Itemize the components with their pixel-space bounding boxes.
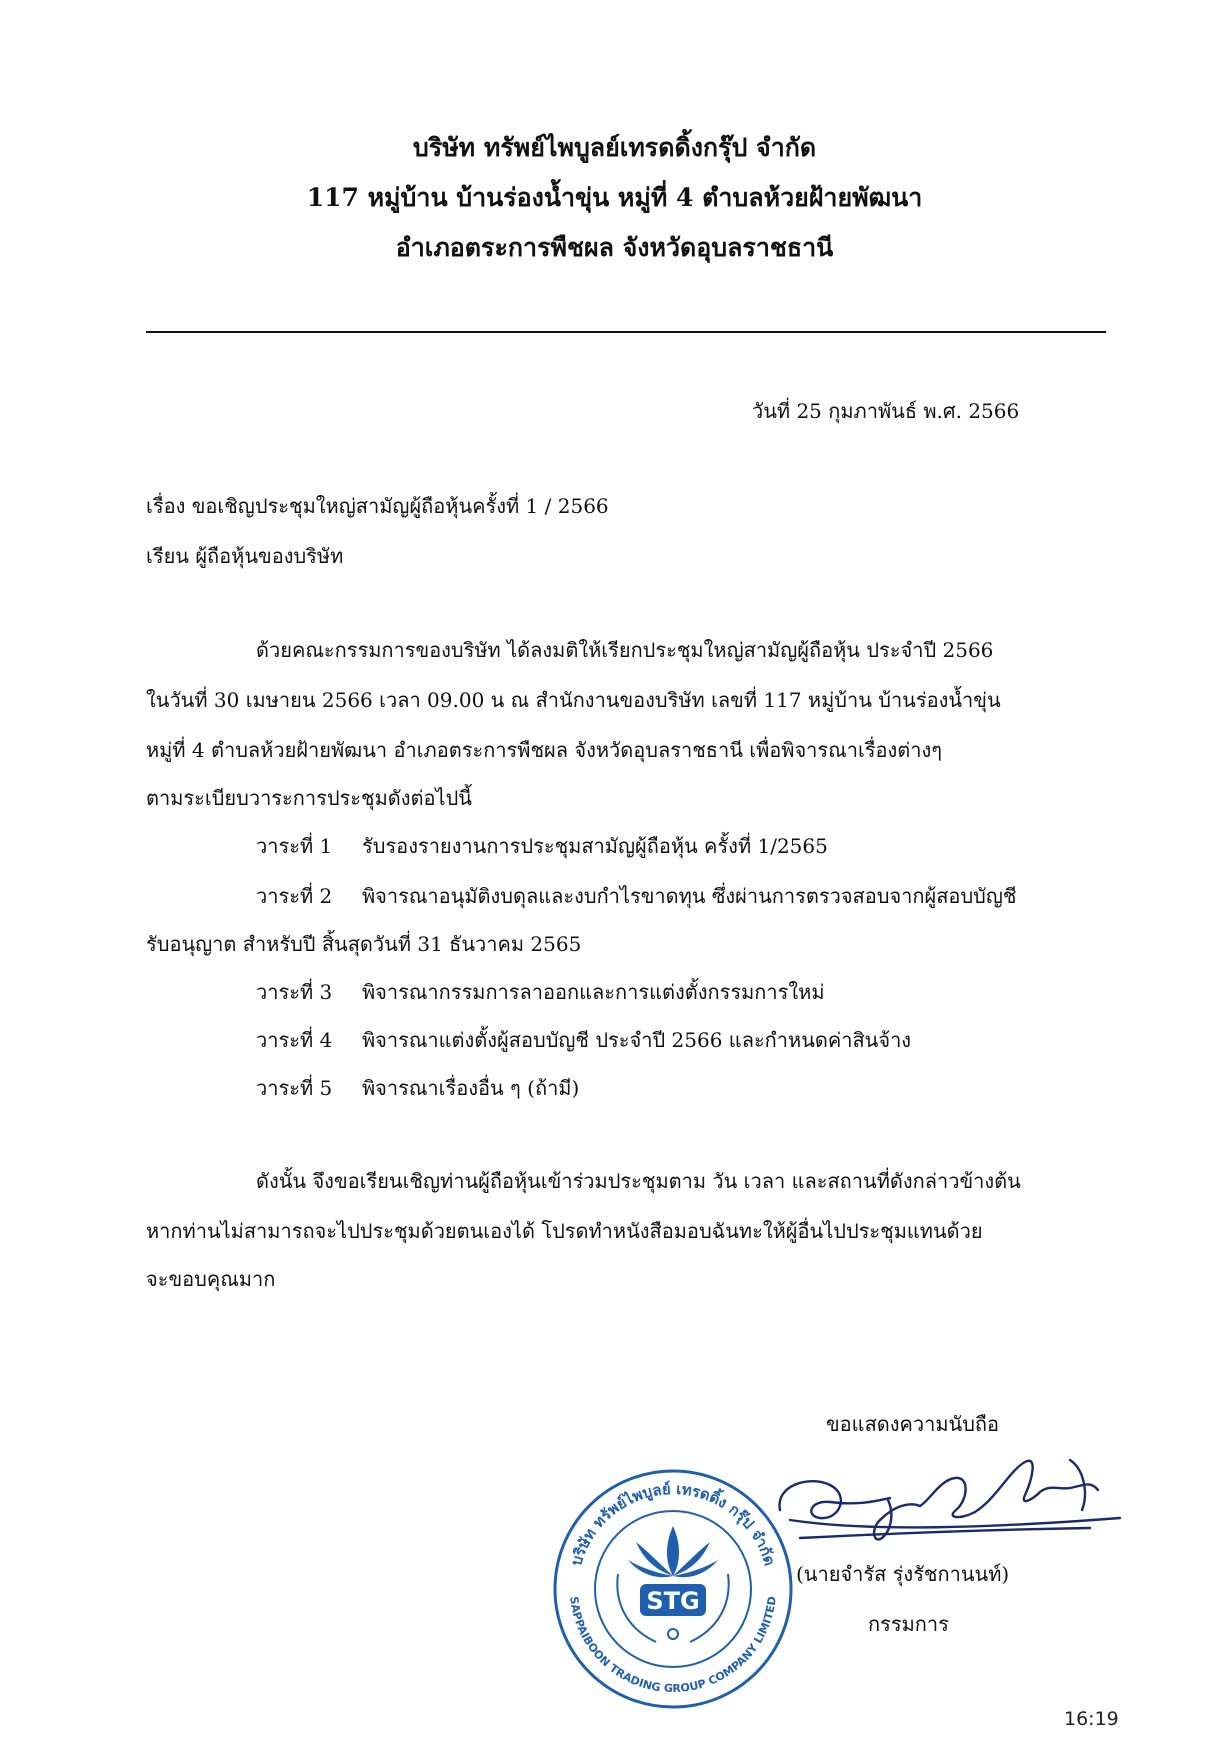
company-address-line2: อำเภอตระการพืชผล จังหวัดอุบลราชธานี — [395, 233, 834, 262]
agenda-text-continuation: รับอนุญาต สำหรับปี สิ้นสุดวันที่ 31 ธันวาคม 2565 — [146, 932, 582, 956]
closing-line: หากท่านไม่สามารถจะไปประชุมด้วยตนเองได้ โปรดทำหนังสือมอบฉันทะให้ผู้อื่นไปประชุมแทนด้วย — [146, 1219, 983, 1243]
agenda-text: พิจารณาอนุมัติงบดุลและงบกำไรขาดทุน ซึ่งผ่านการตรวจสอบจากผู้สอบบัญชี — [362, 884, 1017, 908]
stamp-leaf-icon — [628, 1526, 718, 1577]
stamp-thai-ring: บริษัท ทรัพย์ไพบูลย์ เทรดดิ้ง กรุ๊ป จำกัด — [567, 1479, 779, 1568]
company-name: บริษัท ทรัพย์ไพบูลย์เทรดดิ้งกรุ๊ป จำกัด — [412, 133, 817, 162]
agenda-label: วาระที่ 2 — [256, 884, 333, 908]
company-stamp — [548, 1464, 798, 1714]
signatory-name: (นายจำรัส รุ่งรัชกานนท์) — [796, 1562, 1010, 1586]
stamp-logo-text: STG — [646, 1587, 700, 1615]
closing-regards: ขอแสดงความนับถือ — [826, 1412, 1000, 1436]
agenda-label: วาระที่ 5 — [256, 1076, 333, 1100]
closing-line: ดังนั้น จึงขอเรียนเชิญท่านผู้ถือหุ้นเข้าร่วมประชุมตาม วัน เวลา และสถานที่ดังกล่าวข้างต้น — [256, 1169, 1021, 1193]
page-time: 16:19 — [1064, 1708, 1119, 1730]
agenda-label: วาระที่ 1 — [256, 834, 333, 858]
agenda-text: พิจารณาเรื่องอื่น ๆ (ถ้ามี) — [362, 1076, 580, 1100]
agenda-text: พิจารณากรรมการลาออกและการแต่งตั้งกรรมการใหม่ — [362, 980, 825, 1004]
company-address-line1: 117 หมู่บ้าน บ้านร่องน้ำขุ่น หมู่ที่ 4 ตำบลห้วยฝ้ายพัฒนา — [306, 183, 923, 212]
agenda-label: วาระที่ 3 — [256, 980, 333, 1004]
body-line: ในวันที่ 30 เมษายน 2566 เวลา 09.00 น ณ สำนักงานของบริษัท เลขที่ 117 หมู่บ้าน บ้านร่องน้ำขุ่น — [146, 688, 1001, 712]
letter-subject: เรื่อง ขอเชิญประชุมใหญ่สามัญผู้ถือหุ้นครั้งที่ 1 / 2566 — [146, 494, 609, 518]
letter-date: วันที่ 25 กุมภาพันธ์ พ.ศ. 2566 — [752, 399, 1020, 423]
signatory-position: กรรมการ — [868, 1612, 949, 1636]
stamp-english-ring: SAPPAIBOON TRADING GROUP COMPANY LIMITED — [567, 1595, 779, 1696]
agenda-text: รับรองรายงานการประชุมสามัญผู้ถือหุ้น ครั้งที่ 1/2565 — [362, 834, 828, 858]
agenda-label: วาระที่ 4 — [256, 1028, 333, 1052]
body-line: ด้วยคณะกรรมการของบริษัท ได้ลงมติให้เรียกประชุมใหญ่สามัญผู้ถือหุ้น ประจำปี 2566 — [256, 638, 994, 662]
letter-recipient: เรียน ผู้ถือหุ้นของบริษัท — [146, 544, 344, 568]
agenda-text: พิจารณาแต่งตั้งผู้สอบบัญชี ประจำปี 2566 และกำหนดค่าสินจ้าง — [362, 1028, 912, 1052]
handwritten-signature — [770, 1440, 1130, 1560]
body-line: ตามระเบียบวาระการประชุมดังต่อไปนี้ — [146, 786, 472, 810]
body-line: หมู่ที่ 4 ตำบลห้วยฝ้ายพัฒนา อำเภอตระการพืชผล จังหวัดอุบลราชธานี เพื่อพิจารณาเรื่องต่างๆ — [146, 738, 943, 762]
closing-line: จะขอบคุณมาก — [146, 1267, 276, 1291]
header-divider — [146, 331, 1106, 333]
